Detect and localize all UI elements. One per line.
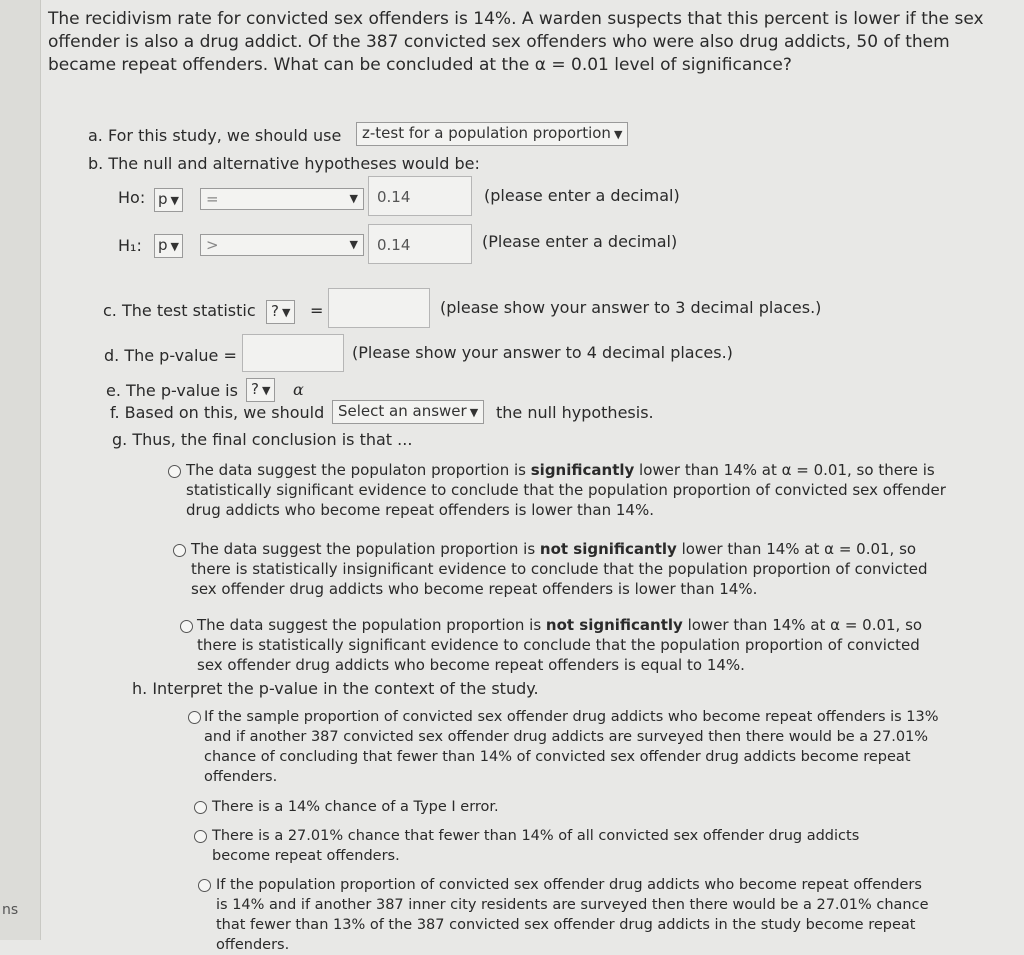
conclusion-1-text-b: lower than 14% at α = 0.01, so there is statistically significant evidence to conclude that the population proportion of convicted sex offender drug addicts who become repeat offenders is lower than 14%.: [186, 461, 946, 519]
p-value-hint: (Please show your answer to 4 decimal places.): [352, 343, 733, 362]
alpha-symbol: α: [293, 380, 304, 399]
test-statistic-hint: (please show your answer to 3 decimal places.): [440, 298, 822, 317]
test-statistic-value: ?: [271, 302, 279, 320]
part-h-label: h. Interpret the p-value in the context of the study.: [132, 679, 539, 698]
conclusion-2-text-a: The data suggest the population proportion is: [191, 540, 540, 558]
h1-operator-select[interactable]: [200, 234, 364, 256]
ho-param-value: p: [158, 190, 168, 208]
ho-param-select[interactable]: [154, 188, 183, 212]
conclusion-1-bold: significantly: [530, 461, 635, 479]
part-c-label: c. The test statistic: [103, 301, 256, 320]
chevron-down-icon: ▼: [469, 406, 479, 419]
ho-label: Ho:: [118, 188, 146, 207]
decision-select[interactable]: [332, 400, 484, 424]
part-a-label: a. For this study, we should use: [88, 126, 342, 145]
p-value-compare-value: ?: [251, 380, 259, 398]
ho-operator-select[interactable]: [200, 188, 364, 210]
p-value-input[interactable]: [242, 334, 344, 372]
p-value-compare-select[interactable]: [246, 378, 275, 402]
test-type-value: z-test for a population proportion: [362, 124, 611, 142]
ho-operator-value: =: [206, 190, 219, 208]
conclusion-2-bold: not significantly: [539, 540, 677, 558]
test-statistic-select[interactable]: [266, 300, 295, 324]
interpret-option-4: If the population proportion of convicted sex offender drug addicts who become repeat offenders is 14% and if another 387 inner city residents are surveyed then there would be a 27.01% chance that fewer than 13% of the 387 convicted sex offender drug addicts in the study become repeat offenders.: [216, 877, 929, 953]
equals-sign: =: [310, 301, 324, 320]
conclusion-3-bold: not significantly: [545, 616, 683, 634]
conclusion-radio-3[interactable]: [180, 620, 193, 633]
test-type-select[interactable]: [356, 122, 628, 146]
chevron-down-icon: ▼: [170, 240, 179, 253]
part-f-label: f. Based on this, we should: [110, 403, 325, 422]
chevron-down-icon: ▼: [349, 238, 358, 251]
interpret-option-2: There is a 14% chance of a Type I error.: [212, 799, 499, 815]
decision-value: Select an answer: [338, 402, 467, 420]
part-d-label: d. The p-value =: [104, 346, 237, 365]
h1-operator-value: >: [206, 236, 219, 254]
part-b-label: b. The null and alternative hypotheses would be:: [88, 154, 480, 173]
problem-statement: The recidivism rate for convicted sex offenders is 14%. A warden suspects that this percent is lower if the sex offender is also a drug addict. Of the 387 convicted sex offenders who were also drug addicts, 50 of them became repeat offenders. What can be concluded at the α = 0.01 level of significance?: [48, 9, 984, 75]
h1-param-select[interactable]: [154, 234, 183, 258]
chevron-down-icon: ▼: [261, 384, 271, 397]
edge-text: ns: [2, 902, 19, 918]
h1-label: H₁:: [118, 236, 142, 255]
conclusion-1-text-a: The data suggest the populaton proportion is: [186, 461, 531, 479]
interpret-radio-1[interactable]: [188, 711, 201, 724]
h1-value-input[interactable]: 0.14: [368, 224, 472, 264]
conclusion-3-text-b: lower than 14% at α = 0.01, so there is statistically significant evidence to conclude that the population proportion of convicted sex offender drug addicts who become repeat offenders is equal to 14%.: [197, 616, 923, 674]
conclusion-2-text-b: lower than 14% at α = 0.01, so there is statistically insignificant evidence to conclude that the population proportion of convicted sex offender drug addicts who become repeat offenders is lower than 14%.: [191, 540, 928, 598]
conclusion-radio-2[interactable]: [173, 544, 186, 557]
ho-value-input[interactable]: 0.14: [368, 176, 472, 216]
conclusion-option-2: [191, 539, 951, 599]
test-statistic-input[interactable]: [328, 288, 430, 328]
decision-suffix: the null hypothesis.: [496, 403, 654, 422]
interpret-option-3: There is a 27.01% chance that fewer than 14% of all convicted sex offender drug addicts become repeat offenders.: [212, 828, 860, 864]
chevron-down-icon: ▼: [281, 306, 291, 319]
chevron-down-icon: ▼: [613, 128, 623, 141]
interpret-option-1: If the sample proportion of convicted sex offender drug addicts who become repeat offenders is 13% and if another 387 convicted sex offender drug addicts are surveyed then there would be a 27.01% chance of concluding that fewer than 14% of convicted sex offender drug addicts become repeat offenders.: [204, 709, 939, 785]
interpret-radio-4[interactable]: [198, 879, 211, 892]
interpret-radio-3[interactable]: [194, 830, 207, 843]
conclusion-option-3: [197, 615, 947, 675]
conclusion-option-1: [186, 460, 966, 520]
part-g-label: g. Thus, the final conclusion is that ...: [112, 430, 413, 449]
chevron-down-icon: ▼: [349, 192, 358, 205]
interpret-radio-2[interactable]: [194, 801, 207, 814]
conclusion-radio-1[interactable]: [168, 465, 181, 478]
conclusion-3-text-a: The data suggest the population proportion is: [197, 616, 546, 634]
part-e-label: e. The p-value is: [106, 381, 238, 400]
h1-hint: (Please enter a decimal): [482, 232, 678, 251]
h1-param-value: p: [158, 236, 168, 254]
chevron-down-icon: ▼: [170, 194, 179, 207]
ho-hint: (please enter a decimal): [484, 186, 680, 205]
